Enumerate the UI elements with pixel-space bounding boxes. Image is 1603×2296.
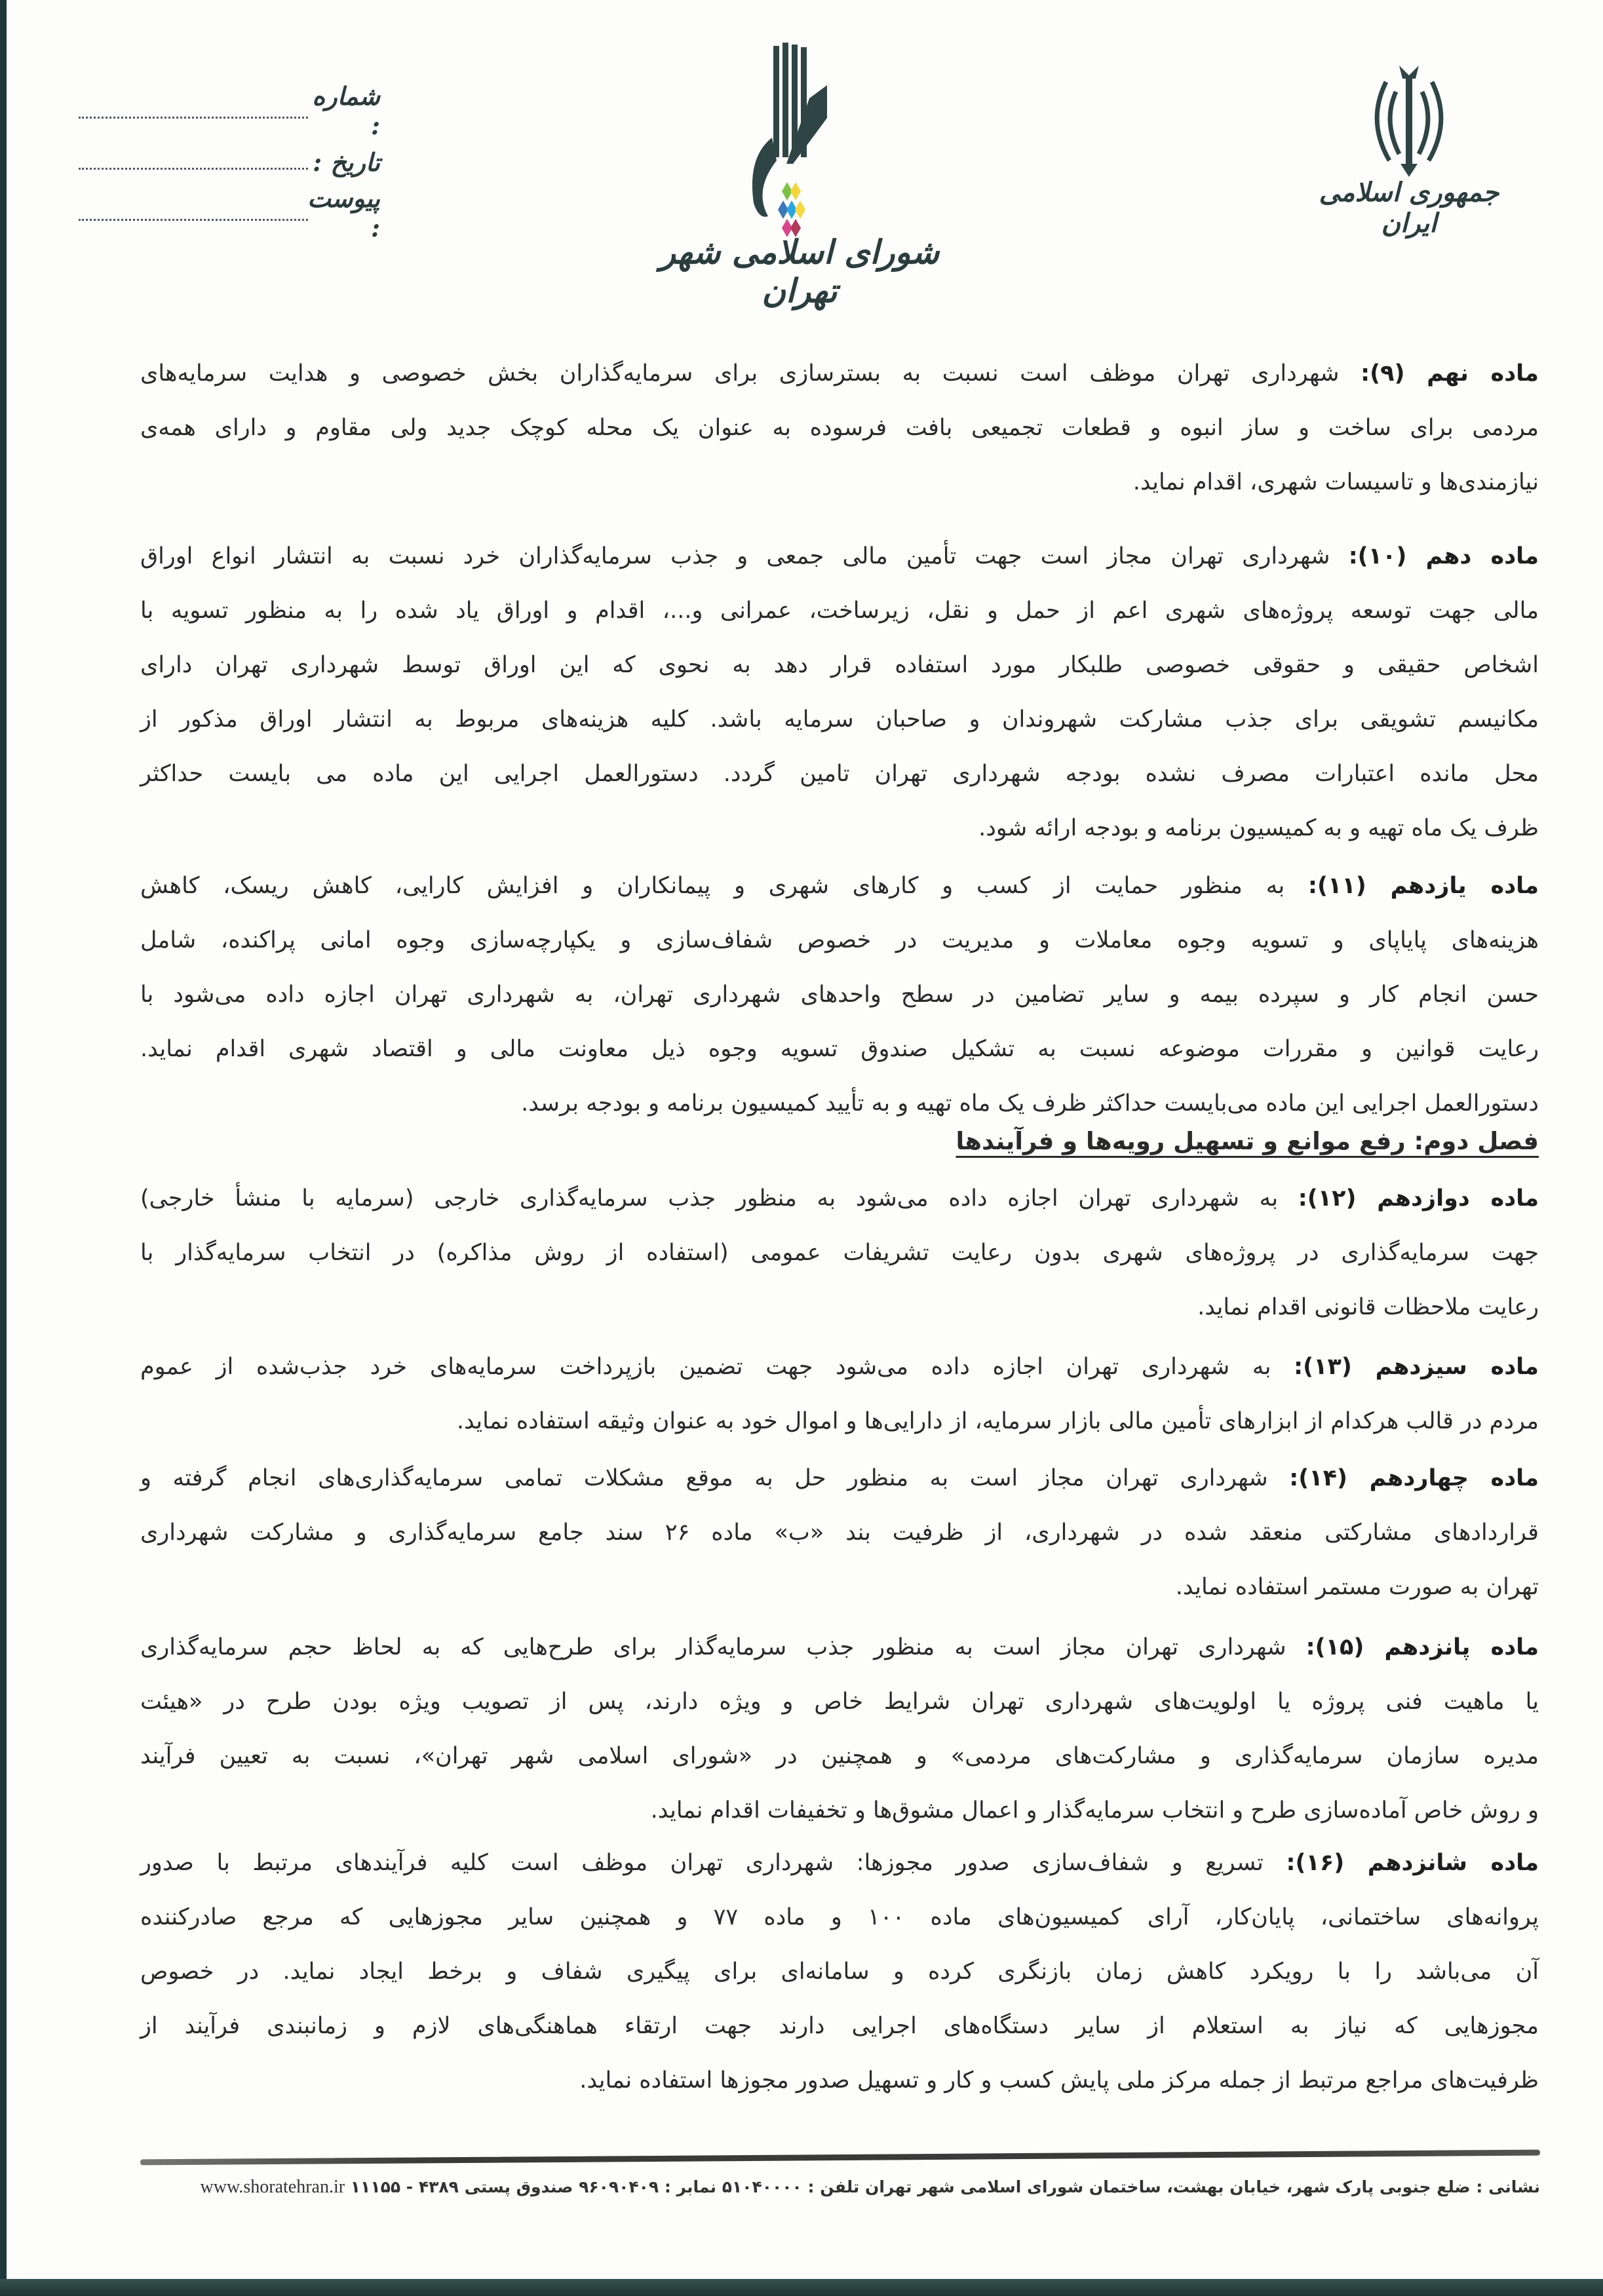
number-field bbox=[79, 81, 380, 140]
text-line bbox=[140, 1999, 1539, 2054]
text-line bbox=[140, 638, 1539, 693]
attachment-label: پیوست : bbox=[307, 183, 380, 242]
text-line bbox=[140, 801, 1539, 856]
text-line bbox=[140, 913, 1539, 968]
text-line bbox=[140, 1675, 1539, 1729]
footer-address bbox=[118, 2177, 1540, 2198]
text-line bbox=[140, 1836, 1539, 1890]
article-title: ماده دهم (۱۰): bbox=[1348, 543, 1539, 569]
article-text: نیازمندی‌ها و تاسیسات شهری، اقدام نماید. bbox=[1132, 469, 1539, 495]
text-line bbox=[140, 859, 1539, 913]
text-line bbox=[140, 347, 1539, 401]
article-text: به منظور حمایت از کسب و کارهای شهری و پیمانکاران و افزایش کارایی، کاهش ریسک، کاهش bbox=[140, 873, 1308, 899]
article-text: آن می‌باشد را با رویکرد کاهش زمان بازنگری کرده و سامانه‌ای برای پیگیری شفاف و برخط ایجاد نماید. در خصوص bbox=[140, 1959, 1539, 1985]
article-text: ظرف یک ماه تهیه و به کمیسیون برنامه و بودجه ارائه شود. bbox=[978, 815, 1539, 841]
article-paragraph bbox=[140, 529, 1539, 856]
dotted-line bbox=[79, 168, 308, 170]
article-paragraph bbox=[140, 859, 1539, 1131]
article-text: مردم در قالب هرکدام از ابزارهای تأمین مالی بازار سرمایه، از دارایی‌ها و اموال خود به عنوان وثیقه استفاده نماید. bbox=[456, 1408, 1539, 1434]
dotted-line bbox=[79, 117, 308, 119]
article-text: هزینه‌های پایاپای و تسویه وجوه معاملات و مدیریت در خصوص شفاف‌سازی و یکپارچه‌سازی وجوه امانی پراکنده، شامل bbox=[140, 927, 1539, 953]
article-title: ماده نهم (۹): bbox=[1361, 360, 1539, 387]
text-line bbox=[140, 1226, 1539, 1280]
iran-emblem-icon bbox=[1360, 56, 1458, 180]
article-title: ماده یازدهم (۱۱): bbox=[1308, 873, 1539, 899]
text-line bbox=[140, 1340, 1539, 1394]
article-paragraph bbox=[140, 1172, 1539, 1335]
article-text: به شهرداری تهران اجازه داده می‌شود به منظور جذب سرمایه‌گذاری خارجی (سرمایه با منشأ خارجی) bbox=[140, 1185, 1298, 1212]
article-text: رعایت قوانین و مقررات موضوعه نسبت به تشکیل صندوق تسویه وجوه ذیل معاونت مالی و اقتصاد شهری اقدام نماید. bbox=[140, 1036, 1539, 1062]
article-text: رعایت ملاحظات قانونی اقدام نماید. bbox=[1197, 1294, 1539, 1320]
text-line bbox=[140, 529, 1539, 584]
number-label: شماره : bbox=[312, 81, 380, 140]
text-line bbox=[140, 455, 1539, 510]
article-text: و روش خاص آماده‌سازی طرح و انتخاب سرمایه‌گذار و اعمال مشوق‌ها و تخفیفات اقدام نماید. bbox=[650, 1797, 1539, 1824]
scan-edge-bottom bbox=[0, 2279, 1603, 2296]
article-text: پروانه‌های ساختمانی، پایان‌کار، آرای کمیسیون‌های ماده ۱۰۰ و ماده ۷۷ و همچنین سایر مجوزهایی که مرجع صادرکننده bbox=[140, 1904, 1539, 1930]
article-text: مجوزهایی که نیاز به استعلام از سایر دستگاه‌های اجرایی دارند جهت ارتقاء هماهنگی‌های لازم و زمانبندی فرآیند از bbox=[140, 2013, 1539, 2039]
address-text: نشانی : ضلع جنوبی پارک شهر، خیابان بهشت، ساختمان شورای اسلامی شهر تهران تلفن : ۵۱۰۴۰۰۰۰ نمابر : ۹۶۰۹۰۴۰۹ صندوق پستی ۴۳۸۹ - ۱۱۱۵۵ bbox=[345, 2177, 1540, 2196]
article-text: شهرداری تهران مجاز است جهت تأمین مالی جمعی و جذب سرمایه‌گذاران خرد نسبت به انتشار انواع اوراق bbox=[140, 543, 1349, 569]
text-line bbox=[140, 1451, 1539, 1506]
footer-divider bbox=[140, 2150, 1540, 2166]
article-text: مردمی برای ساخت و ساز انبوه و قطعات تجمیعی بافت فرسوده به عنوان یک محله کوچک جدید ولی مقاوم و دارای همه‌ی bbox=[140, 415, 1539, 441]
article-text: مکانیسم تشویقی برای جذب مشارکت شهروندان و صاحبان سرمایه باشد. کلیه هزینه‌های مربوط به انتشار اوراق مذکور از bbox=[140, 706, 1539, 733]
article-paragraph bbox=[140, 347, 1539, 510]
article-title: ماده دوازدهم (۱۲): bbox=[1298, 1185, 1539, 1212]
article-text: مالی جهت توسعه پروژه‌های شهری اعم از حمل و نقل، زیرساخت، عمرانی و...، اقدام و اوراق یاد شده را به منظور تسویه با bbox=[140, 598, 1539, 624]
article-text: مدیره سازمان سرمایه‌گذاری و مشارکت‌های مردمی» و همچنین در «شورای اسلامی شهر تهران»، نسبت به تعیین فرآیند bbox=[140, 1743, 1539, 1769]
date-label: تاریخ : bbox=[313, 147, 380, 177]
chapter-heading: فصل دوم: رفع موانع و تسهیل رویه‌ها و فرآیندها bbox=[956, 1127, 1539, 1155]
text-line bbox=[140, 1620, 1539, 1675]
text-line bbox=[140, 1280, 1539, 1335]
article-text: شهرداری تهران مجاز است به منظور جذب سرمایه‌گذار برای طرح‌هایی که به لحاظ حجم سرمایه‌گذاری bbox=[140, 1634, 1306, 1660]
article-title: ماده سیزدهم (۱۳): bbox=[1294, 1354, 1539, 1380]
article-title: ماده چهاردهم (۱۴): bbox=[1289, 1465, 1539, 1491]
text-line bbox=[140, 1172, 1539, 1226]
article-text: یا ماهیت فنی پروژه یا اولویت‌های شهرداری تهران شرایط خاص و ویژه دارند، پس از تصویب ویژه بودن طرح در «هیئت bbox=[140, 1689, 1539, 1715]
dotted-line bbox=[79, 219, 308, 221]
text-line bbox=[140, 1022, 1539, 1077]
article-title: ماده پانزدهم (۱۵): bbox=[1305, 1634, 1539, 1660]
article-paragraph bbox=[140, 1451, 1539, 1615]
article-text: جهت سرمایه‌گذاری در پروژه‌های شهری بدون رعایت تشریفات عمومی (استفاده از روش مذاکره) در انتخاب سرمایه‌گذار با bbox=[140, 1240, 1539, 1266]
text-line bbox=[140, 1506, 1539, 1560]
article-paragraph bbox=[140, 1340, 1539, 1449]
text-line bbox=[140, 968, 1539, 1022]
text-line bbox=[140, 2054, 1539, 2108]
text-line bbox=[140, 1890, 1539, 1945]
text-line bbox=[140, 1560, 1539, 1615]
text-line bbox=[140, 584, 1539, 638]
article-text: تهران به صورت مستمر استفاده نماید. bbox=[1175, 1574, 1539, 1600]
emblem-text: جمهوری اسلامی ایران bbox=[1319, 177, 1499, 239]
article-text: شهرداری تهران موظف است نسبت به بسترسازی برای سرمایه‌گذاران بخش خصوصی و هدایت سرمایه‌های bbox=[140, 360, 1361, 387]
text-line bbox=[140, 693, 1539, 747]
date-field bbox=[79, 136, 380, 187]
letter-meta-fields bbox=[79, 81, 380, 242]
article-text: تسریع و شفاف‌سازی صدور مجوزها: شهرداری تهران موظف است کلیه فرآیندهای مرتبط با صدور bbox=[140, 1850, 1286, 1876]
attachment-field bbox=[79, 183, 380, 242]
article-paragraph bbox=[140, 1620, 1539, 1838]
article-text: قراردادهای مشارکتی منعقد شده در شهرداری، از ظرفیت بند «ب» ماده ۲۶ سند جامع سرمایه‌گذاری و مشارکت شهرداری bbox=[140, 1520, 1539, 1546]
article-text: به شهرداری تهران اجازه داده می‌شود جهت تضمین بازپرداخت سرمایه‌های خرد جذب‌شده از عموم bbox=[140, 1354, 1294, 1380]
text-line bbox=[140, 747, 1539, 801]
text-line bbox=[140, 1784, 1539, 1838]
website-link[interactable]: www.shoratehran.ir bbox=[200, 2177, 345, 2197]
text-line bbox=[140, 1729, 1539, 1784]
article-text: شهرداری تهران مجاز است به منظور حل به موقع مشکلات تمامی سرمایه‌گذاری‌های انجام گرفته و bbox=[140, 1465, 1290, 1491]
article-text: محل مانده اعتبارات مصرف نشده بودجه شهرداری تهران تامین گردد. دستورالعمل اجرایی این ماده می بایست حداکثر bbox=[140, 761, 1539, 787]
scan-edge-left bbox=[0, 0, 7, 2296]
council-logo-text: شورای اسلامی شهر تهران bbox=[659, 233, 940, 310]
text-line bbox=[140, 401, 1539, 455]
text-line bbox=[140, 1394, 1539, 1449]
article-text: حسن انجام کار و سپرده بیمه و سایر تضامین در سطح واحدهای شهرداری تهران، به شهرداری تهران اجازه داده می‌شود با bbox=[140, 982, 1539, 1008]
article-text: دستورالعمل اجرایی این ماده می‌بایست حداکثر ظرف یک ماه تهیه و به تأیید کمیسیون برنامه و بودجه برسد. bbox=[521, 1090, 1539, 1117]
article-text: ظرفیت‌های مراجع مرتبط از جمله مرکز ملی پایش کسب و کار و تسهیل صدور مجوزها استفاده نماید. bbox=[579, 2067, 1539, 2094]
article-text: اشخاص حقیقی و حقوقی خصوصی طلبکار مورد استفاده قرار دهد به نحوی که این اوراق توسط شهرداری تهران دارای bbox=[140, 652, 1539, 678]
text-line bbox=[140, 1945, 1539, 1999]
article-paragraph bbox=[140, 1836, 1539, 2108]
article-title: ماده شانزدهم (۱۶): bbox=[1286, 1850, 1539, 1876]
